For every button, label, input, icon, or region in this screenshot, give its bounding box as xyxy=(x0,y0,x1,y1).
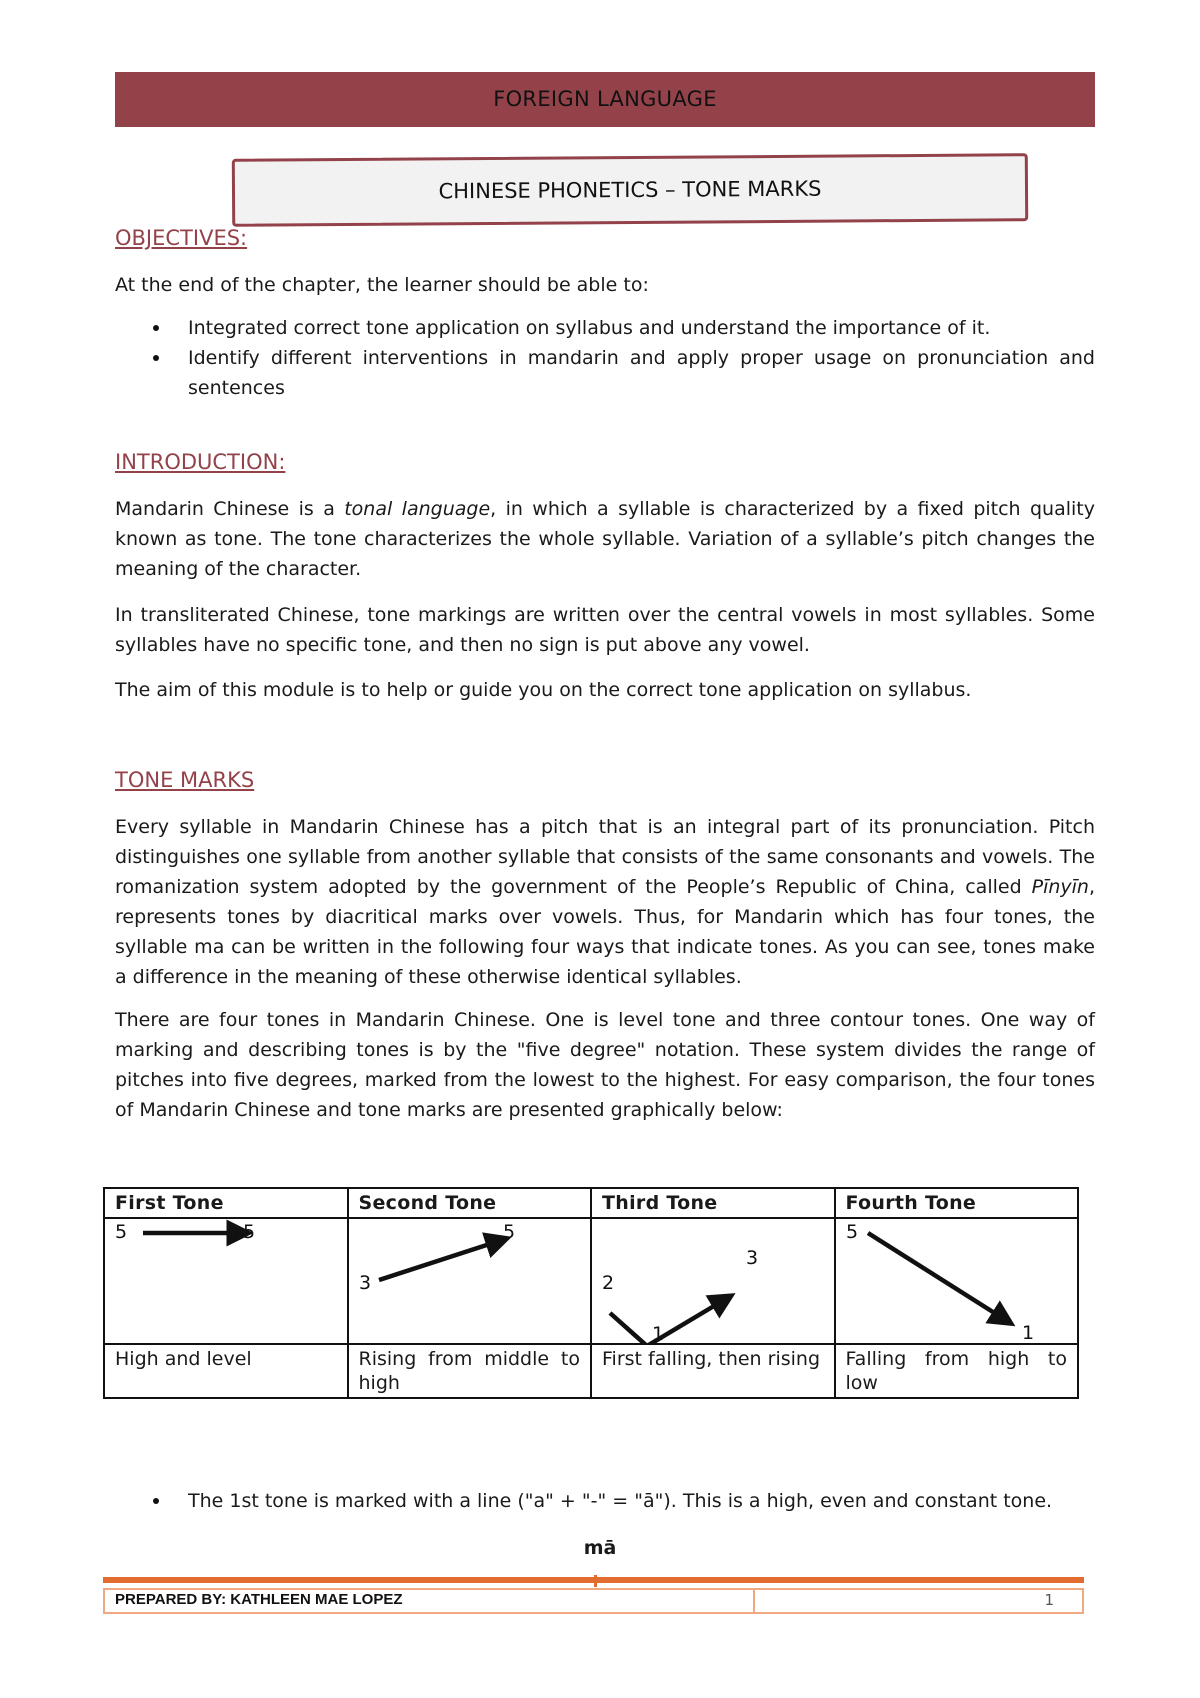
fourth-tone-diagram xyxy=(835,1218,1079,1344)
header-third-tone: Third Tone xyxy=(591,1188,835,1218)
second-tone-diagram xyxy=(348,1218,592,1344)
footer xyxy=(103,1588,1084,1614)
tone-arrow xyxy=(379,1241,499,1280)
first-tone-diagram xyxy=(104,1218,348,1344)
tone-level-label: 1 xyxy=(1021,1322,1034,1343)
example-syllable: mā xyxy=(583,1537,617,1559)
footer-rule-divider xyxy=(594,1575,597,1587)
tone-marks-paragraph-2: There are four tones in Mandarin Chinese. One is level tone and three contour tones. One way of marking and describing tones is by the "five degree" notation. These system divides the range of pitches into five degrees, marked from the lowest to the highest. For easy comparison, the four tones of Mandarin Chinese and tone marks are presented graphically below: xyxy=(115,1009,1095,1121)
objectives-heading: OBJECTIVES: xyxy=(115,226,248,250)
introduction-paragraph-3: The aim of this module is to help or guide you on the correct tone application on syllabus. xyxy=(115,679,972,701)
table-diagram-row xyxy=(104,1218,1078,1344)
chapter-title: CHINESE PHONETICS – TONE MARKS xyxy=(438,176,822,204)
tone-level-label: 5 xyxy=(845,1221,858,1243)
tone-level-label: 1 xyxy=(652,1323,665,1343)
footer-divider xyxy=(753,1590,755,1612)
tone-arrow xyxy=(868,1233,1004,1319)
tone-level-label: 3 xyxy=(746,1247,759,1269)
list-item: Integrated correct tone application on syllabus and understand the importance of it. xyxy=(115,313,1095,343)
header-first-tone: First Tone xyxy=(104,1188,348,1218)
tone-chart-table xyxy=(103,1187,1079,1399)
bullet-icon xyxy=(153,355,159,361)
list-item: The 1st tone is marked with a line ("a" + "-" = "ā"). This is a high, even and constant tone. xyxy=(115,1486,1095,1516)
third-tone-diagram xyxy=(591,1218,835,1344)
first-tone-description: High and level xyxy=(104,1344,348,1398)
chapter-title-box xyxy=(232,153,1028,227)
third-tone-description: First falling, then rising xyxy=(591,1344,835,1398)
course-banner xyxy=(115,72,1095,127)
introduction-heading: INTRODUCTION: xyxy=(115,450,286,474)
header-second-tone: Second Tone xyxy=(348,1188,592,1218)
second-tone-description: Rising from middle to high xyxy=(348,1344,592,1398)
page-number: 1 xyxy=(1044,1591,1054,1609)
table-header-row xyxy=(104,1188,1078,1218)
introduction-paragraph-1: Mandarin Chinese is a tonal language, in which a syllable is characterized by a fixed pitch quality known as tone. The tone characterizes the whole syllable. Variation of a syllable’s pitch changes the meaning of the character. xyxy=(115,498,1095,580)
objectives-intro: At the end of the chapter, the learner should be able to: xyxy=(115,274,649,296)
footer-author: PREPARED BY: KATHLEEN MAE LOPEZ xyxy=(115,1591,403,1608)
tone-level-label: 5 xyxy=(502,1221,515,1243)
tone-level-label: 5 xyxy=(243,1221,256,1243)
bullet-icon xyxy=(153,325,159,331)
bullet-icon xyxy=(153,1498,159,1504)
tone-marks-heading: TONE MARKS xyxy=(115,768,255,792)
header-fourth-tone: Fourth Tone xyxy=(835,1188,1079,1218)
banner-title: FOREIGN LANGUAGE xyxy=(493,87,717,111)
tone-level-label: 2 xyxy=(602,1272,615,1294)
list-item: Identify different interventions in mandarin and apply proper usage on pronunciation and sentences xyxy=(115,343,1095,403)
first-tone-note-list xyxy=(115,1486,1095,1516)
tone-level-label: 5 xyxy=(115,1221,128,1243)
fourth-tone-description: Falling from high to low xyxy=(835,1344,1079,1398)
tone-marks-paragraph-1: Every syllable in Mandarin Chinese has a pitch that is an integral part of its pronunciation. Pitch distinguishes one syllable from another syllable that consists of the same consonants and vowels. The romanization system adopted by the government of the People’s Republic of China, called Pīnyīn, represents tones by diacritical marks over vowels. Thus, for Mandarin which has four tones, the syllable ma can be written in the following four ways that indicate tones. As you can see, tones make a difference in the meaning of these otherwise identical syllables. xyxy=(115,816,1095,988)
introduction-paragraph-2: In transliterated Chinese, tone markings are written over the central vowels in most syllables. Some syllables have no specific tone, and then no sign is put above any vowel. xyxy=(115,604,1095,656)
objectives-list xyxy=(115,313,1095,403)
table-description-row xyxy=(104,1344,1078,1398)
tone-level-label: 3 xyxy=(358,1272,371,1294)
tone-arrow xyxy=(610,1300,724,1343)
